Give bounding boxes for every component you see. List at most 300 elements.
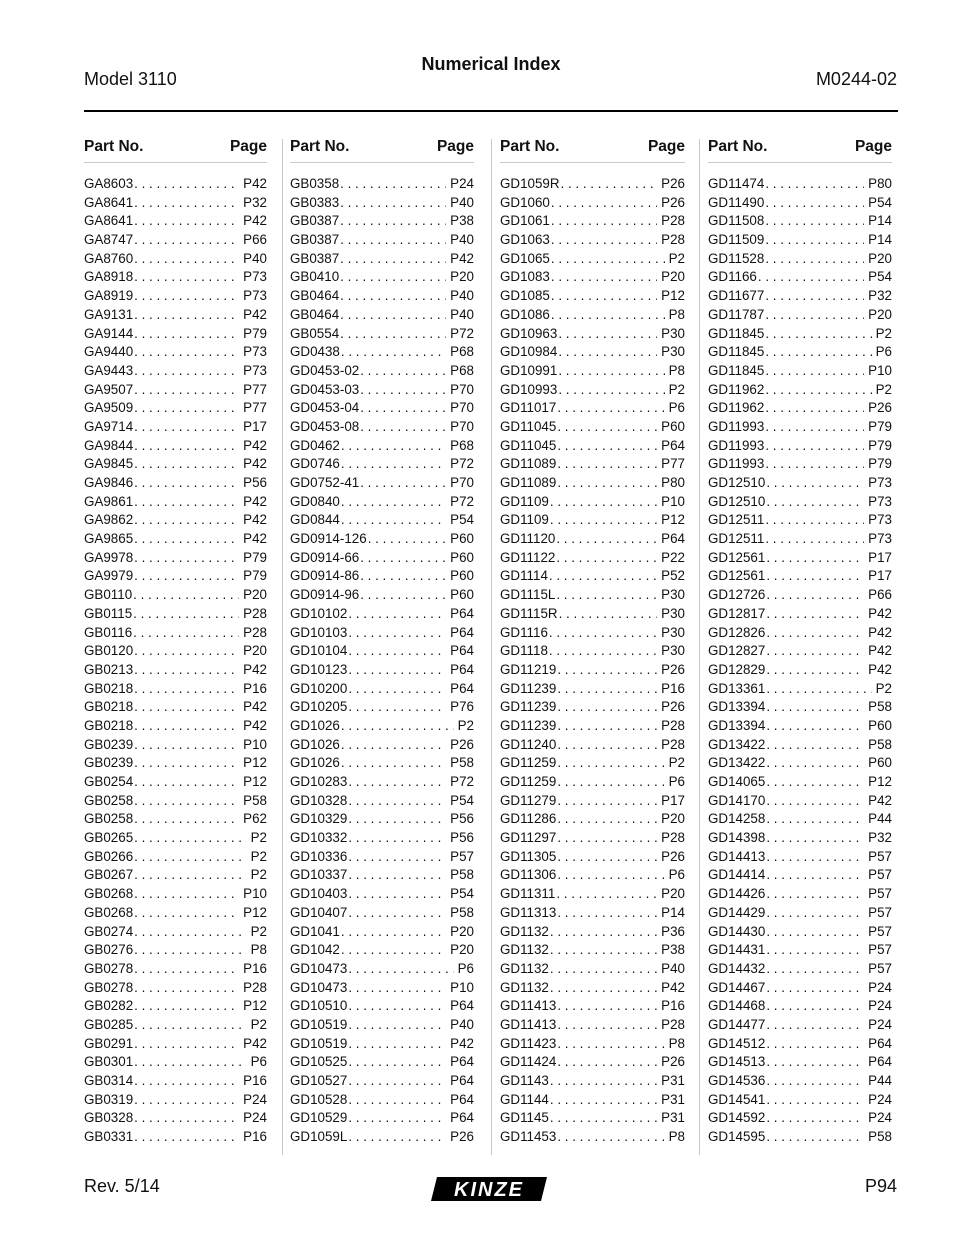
part-number: GD11453 xyxy=(500,1129,557,1145)
column-separator xyxy=(282,139,283,1155)
part-number: GD11239 xyxy=(500,699,557,715)
page-reference: P16 xyxy=(661,998,685,1014)
index-row xyxy=(708,194,892,213)
page-reference: P72 xyxy=(450,325,474,341)
index-row xyxy=(500,754,685,773)
dot-leader xyxy=(347,1128,446,1147)
part-number: GD0453-04 xyxy=(290,400,360,416)
page-reference: P64 xyxy=(868,1054,892,1070)
index-row xyxy=(708,586,892,605)
part-number: GD10205 xyxy=(290,699,348,715)
part-number: GB0464 xyxy=(290,306,340,322)
part-number: GB0120 xyxy=(84,643,134,659)
index-row xyxy=(500,362,685,381)
index-row xyxy=(708,680,892,699)
page-reference: P54 xyxy=(450,512,474,528)
index-row xyxy=(500,848,685,867)
index-row xyxy=(708,1053,892,1072)
index-row xyxy=(708,287,892,306)
part-number: GD11239 xyxy=(500,680,557,696)
dot-leader xyxy=(764,418,864,437)
part-number: GD0844 xyxy=(290,512,340,528)
dot-leader xyxy=(347,1072,446,1091)
index-row xyxy=(84,381,267,400)
index-row xyxy=(708,1072,892,1091)
part-number: GA9846 xyxy=(84,475,134,490)
part-number: GD13361 xyxy=(708,680,766,696)
part-number: GB0254 xyxy=(84,774,134,789)
part-number: GA8918 xyxy=(84,269,134,285)
dot-leader xyxy=(340,455,446,474)
part-number: GB0554 xyxy=(290,325,340,341)
index-row xyxy=(500,530,685,549)
dot-leader xyxy=(133,773,239,792)
dot-leader xyxy=(133,549,239,568)
page-reference: P36 xyxy=(661,923,685,939)
index-row xyxy=(708,960,892,979)
page-reference: P8 xyxy=(668,306,685,322)
part-number: GD14432 xyxy=(708,960,766,976)
page-reference: P58 xyxy=(868,736,892,752)
index-row xyxy=(290,1035,474,1054)
dot-leader xyxy=(764,455,864,474)
page-reference: P20 xyxy=(661,811,685,827)
index-row xyxy=(290,194,474,213)
column-separator xyxy=(491,139,492,1155)
part-number: GB0239 xyxy=(84,736,134,752)
page-reference: P26 xyxy=(661,194,685,210)
part-number: GA8641 xyxy=(84,194,134,210)
dot-leader xyxy=(340,343,446,362)
page-header: Page xyxy=(229,138,267,155)
part-number: GD11993 xyxy=(708,437,765,453)
index-list xyxy=(290,175,474,1147)
page-reference: P72 xyxy=(450,774,474,789)
dot-leader xyxy=(347,773,446,792)
dot-leader xyxy=(765,885,864,904)
dot-leader xyxy=(555,586,657,605)
part-number: GD10328 xyxy=(290,792,348,808)
page-reference: P12 xyxy=(243,774,267,789)
part-number: GD12510 xyxy=(708,493,766,509)
page-reference: P58 xyxy=(450,904,474,920)
part-number: GD11528 xyxy=(708,250,765,266)
part-number: GD14468 xyxy=(708,998,766,1014)
page-reference: P56 xyxy=(450,811,474,827)
page-reference: P56 xyxy=(243,475,267,490)
index-row xyxy=(708,923,892,942)
dot-leader xyxy=(557,325,657,344)
page-reference: P2 xyxy=(668,755,685,771)
page-reference: P24 xyxy=(868,1016,892,1032)
index-row xyxy=(290,212,474,231)
page-reference: P26 xyxy=(661,848,685,864)
index-row xyxy=(84,306,267,325)
index-row xyxy=(500,960,685,979)
part-number: GB0301 xyxy=(84,1054,134,1070)
part-number: GD10403 xyxy=(290,886,348,902)
index-row xyxy=(84,1128,267,1147)
dot-leader xyxy=(555,530,657,549)
index-row xyxy=(500,1035,685,1054)
part-number: GD11045 xyxy=(500,418,557,434)
dot-leader xyxy=(339,175,446,194)
page-reference: P32 xyxy=(868,830,892,846)
index-row xyxy=(84,1035,267,1054)
page-reference: P38 xyxy=(661,942,685,958)
page-reference: P64 xyxy=(450,1073,474,1088)
page-reference: P8 xyxy=(668,1035,685,1051)
index-row xyxy=(500,1053,685,1072)
index-row xyxy=(84,437,267,456)
dot-leader xyxy=(339,194,446,213)
dot-leader xyxy=(765,1016,864,1035)
index-row xyxy=(290,418,474,437)
dot-leader xyxy=(556,773,664,792)
page-reference: P68 xyxy=(450,437,474,453)
part-number: GD13394 xyxy=(708,717,766,733)
dot-leader xyxy=(339,212,446,231)
dot-leader xyxy=(339,306,446,325)
dot-leader xyxy=(556,661,657,680)
dot-leader xyxy=(764,437,864,456)
index-row xyxy=(290,268,474,287)
part-number: GB0274 xyxy=(84,923,134,939)
dot-leader xyxy=(549,1091,657,1110)
dot-leader xyxy=(347,1016,446,1035)
dot-leader xyxy=(359,586,446,605)
page-reference: P20 xyxy=(450,942,474,958)
index-row xyxy=(500,1091,685,1110)
page-reference: P2 xyxy=(250,1016,267,1032)
page-reference: P72 xyxy=(450,456,474,472)
dot-leader xyxy=(133,717,239,736)
dot-leader xyxy=(765,1109,864,1128)
dot-leader xyxy=(765,605,864,624)
page-reference: P42 xyxy=(450,1035,474,1051)
part-number: GA9507 xyxy=(84,381,134,397)
index-row xyxy=(708,474,892,493)
part-number: GD11962 xyxy=(708,381,765,397)
dot-leader xyxy=(339,268,446,287)
page-reference: P12 xyxy=(243,755,267,771)
dot-leader xyxy=(347,960,453,979)
index-row xyxy=(84,605,267,624)
part-number: GD12829 xyxy=(708,661,766,677)
index-row xyxy=(500,1072,685,1091)
dot-leader xyxy=(133,736,239,755)
part-number: GD1065 xyxy=(500,250,550,266)
page-reference: P6 xyxy=(668,867,685,883)
page-reference: P26 xyxy=(661,1054,685,1070)
dot-leader xyxy=(347,1109,446,1128)
dot-leader xyxy=(133,979,239,998)
part-number: GD10529 xyxy=(290,1110,348,1126)
part-number: GD14513 xyxy=(708,1054,766,1070)
dot-leader xyxy=(556,792,657,811)
dot-leader xyxy=(133,194,239,213)
dot-leader xyxy=(765,717,864,736)
index-row xyxy=(84,212,267,231)
page-reference: P56 xyxy=(450,830,474,846)
page-reference: P79 xyxy=(243,549,267,565)
page-reference: P10 xyxy=(661,493,685,509)
page-reference: P12 xyxy=(661,512,685,528)
dot-leader xyxy=(549,493,657,512)
index-row xyxy=(290,661,474,680)
index-row xyxy=(500,792,685,811)
index-row xyxy=(500,455,685,474)
dot-leader xyxy=(765,1072,864,1091)
index-row xyxy=(84,1091,267,1110)
index-row xyxy=(84,698,267,717)
index-row xyxy=(84,904,267,923)
part-number: GD11508 xyxy=(708,213,765,229)
page-reference: P64 xyxy=(450,1110,474,1126)
page-reference: P73 xyxy=(243,269,267,285)
column-header xyxy=(500,134,685,160)
index-row xyxy=(500,399,685,418)
page-reference: P58 xyxy=(450,867,474,883)
page-reference: P66 xyxy=(868,587,892,603)
page-reference: P77 xyxy=(243,400,267,416)
part-number: GD11423 xyxy=(500,1035,557,1051)
dot-leader xyxy=(556,810,657,829)
dot-leader xyxy=(133,997,239,1016)
index-row xyxy=(290,642,474,661)
page-reference: P79 xyxy=(868,437,892,453)
page-reference: P42 xyxy=(243,306,267,322)
dot-leader xyxy=(550,250,665,269)
dot-leader xyxy=(133,175,239,194)
index-row xyxy=(500,642,685,661)
page-reference: P42 xyxy=(243,176,267,191)
dot-leader xyxy=(347,624,446,643)
page-reference: P30 xyxy=(661,344,685,360)
dot-leader xyxy=(347,1053,446,1072)
dot-leader xyxy=(359,381,446,400)
page-reference: P68 xyxy=(450,344,474,360)
part-number: GA9978 xyxy=(84,549,134,565)
page-reference: P64 xyxy=(450,998,474,1014)
dot-leader xyxy=(133,698,239,717)
index-row xyxy=(84,455,267,474)
part-number: GD1059L xyxy=(290,1129,348,1145)
index-row xyxy=(84,194,267,213)
part-number: GD0914-96 xyxy=(290,587,360,603)
dot-leader xyxy=(764,530,864,549)
part-number: GD11845 xyxy=(708,362,765,378)
page-reference: P28 xyxy=(661,1016,685,1032)
index-row xyxy=(290,717,474,736)
page-reference: P28 xyxy=(243,605,267,621)
dot-leader xyxy=(340,754,446,773)
dot-leader xyxy=(556,904,657,923)
part-number: GD11305 xyxy=(500,848,557,864)
index-row xyxy=(708,997,892,1016)
index-row xyxy=(84,1109,267,1128)
part-number: GB0213 xyxy=(84,661,134,677)
index-row xyxy=(500,343,685,362)
index-row xyxy=(84,325,267,344)
page-reference: P24 xyxy=(450,176,474,191)
dot-leader xyxy=(765,680,871,699)
part-number: GD0746 xyxy=(290,456,340,472)
index-row xyxy=(290,1128,474,1147)
index-row xyxy=(290,605,474,624)
page-reference: P64 xyxy=(661,531,685,547)
index-row xyxy=(708,306,892,325)
index-row xyxy=(290,250,474,269)
index-row xyxy=(708,1128,892,1147)
part-number: GD10332 xyxy=(290,830,348,846)
index-row xyxy=(290,885,474,904)
index-row xyxy=(500,810,685,829)
index-row xyxy=(708,1109,892,1128)
index-row xyxy=(290,997,474,1016)
part-number: GD11120 xyxy=(500,531,556,547)
page-reference: P24 xyxy=(243,1110,267,1126)
page-reference: P60 xyxy=(450,549,474,565)
dot-leader xyxy=(339,231,446,250)
index-row xyxy=(290,923,474,942)
page-reference: P70 xyxy=(450,400,474,416)
index-row xyxy=(708,848,892,867)
dot-leader xyxy=(556,1128,664,1147)
index-row xyxy=(500,923,685,942)
dot-leader xyxy=(765,1053,864,1072)
page-reference: P58 xyxy=(450,755,474,771)
index-row xyxy=(708,362,892,381)
part-number: GD11845 xyxy=(708,344,765,360)
page-reference: P2 xyxy=(457,717,474,733)
page-reference: P28 xyxy=(661,830,685,846)
part-number: GB0258 xyxy=(84,811,134,827)
dot-leader xyxy=(347,866,446,885)
index-row xyxy=(708,250,892,269)
part-number: GD14413 xyxy=(708,848,766,864)
index-row xyxy=(84,268,267,287)
index-row xyxy=(708,381,892,400)
dot-leader xyxy=(133,437,239,456)
dot-leader xyxy=(549,979,657,998)
dot-leader xyxy=(132,586,239,605)
page-reference: P6 xyxy=(668,774,685,789)
part-number: GB0268 xyxy=(84,886,134,902)
dot-leader xyxy=(133,1016,246,1035)
dot-leader xyxy=(359,567,446,586)
column-header-rule xyxy=(84,162,267,163)
dot-leader xyxy=(133,287,239,306)
page-reference: P14 xyxy=(661,904,685,920)
index-row xyxy=(708,325,892,344)
index-row xyxy=(290,624,474,643)
dot-leader xyxy=(133,792,239,811)
dot-leader xyxy=(548,567,657,586)
index-row xyxy=(290,848,474,867)
part-number: GD1060 xyxy=(500,194,550,210)
part-number: GB0115 xyxy=(84,605,133,621)
kinze-logo xyxy=(431,1174,549,1204)
page-reference: P12 xyxy=(243,904,267,920)
index-row xyxy=(708,212,892,231)
dot-leader xyxy=(556,680,657,699)
part-number: GA9443 xyxy=(84,362,134,378)
part-number: GB0291 xyxy=(84,1035,134,1051)
part-number: GD11286 xyxy=(500,811,557,827)
index-row xyxy=(500,194,685,213)
index-row xyxy=(708,175,892,194)
part-number: GB0319 xyxy=(84,1091,134,1107)
index-row xyxy=(84,624,267,643)
page-reference: P6 xyxy=(250,1054,267,1070)
dot-leader xyxy=(556,866,664,885)
dot-leader xyxy=(550,287,657,306)
part-number: GD12511 xyxy=(708,531,765,547)
part-number: GB0276 xyxy=(84,942,134,958)
part-number: GB0218 xyxy=(84,717,134,733)
dot-leader xyxy=(764,175,864,194)
page-reference: P42 xyxy=(243,661,267,677)
column-header-rule xyxy=(708,162,892,163)
index-row xyxy=(84,848,267,867)
page-reference: P26 xyxy=(450,1129,474,1145)
index-row xyxy=(500,1109,685,1128)
index-row xyxy=(500,586,685,605)
dot-leader xyxy=(367,530,446,549)
dot-leader xyxy=(764,212,864,231)
index-row xyxy=(500,624,685,643)
page-reference: P42 xyxy=(661,979,685,995)
dot-leader xyxy=(765,773,864,792)
part-number: GB0331 xyxy=(84,1129,134,1145)
page-reference: P2 xyxy=(250,867,267,883)
dot-leader xyxy=(339,287,446,306)
page-reference: P12 xyxy=(661,288,685,304)
dot-leader xyxy=(347,661,446,680)
index-row xyxy=(84,866,267,885)
part-number: GD12726 xyxy=(708,587,766,603)
page-reference: P2 xyxy=(250,830,267,846)
part-number: GB0387 xyxy=(290,213,340,229)
part-number: GD11424 xyxy=(500,1054,557,1070)
dot-leader xyxy=(133,1053,246,1072)
index-row xyxy=(290,866,474,885)
part-number: GD10519 xyxy=(290,1016,348,1032)
part-number: GD10510 xyxy=(290,998,348,1014)
dot-leader xyxy=(133,474,239,493)
page-reference: P20 xyxy=(661,886,685,902)
dot-leader xyxy=(765,866,864,885)
dot-leader xyxy=(359,549,446,568)
part-number: GA9844 xyxy=(84,437,134,453)
page-reference: P24 xyxy=(243,1091,267,1107)
part-number: GD13422 xyxy=(708,736,766,752)
index-row xyxy=(84,661,267,680)
index-row xyxy=(290,493,474,512)
dot-leader xyxy=(359,399,446,418)
part-number: GD1026 xyxy=(290,717,340,733)
index-row xyxy=(708,829,892,848)
index-row xyxy=(708,399,892,418)
part-number: GA9714 xyxy=(84,418,134,434)
page-header: Page xyxy=(854,138,892,155)
page-reference: P42 xyxy=(868,605,892,621)
page-reference: P40 xyxy=(450,1016,474,1032)
dot-leader xyxy=(560,175,658,194)
index-row xyxy=(290,287,474,306)
index-row xyxy=(708,792,892,811)
